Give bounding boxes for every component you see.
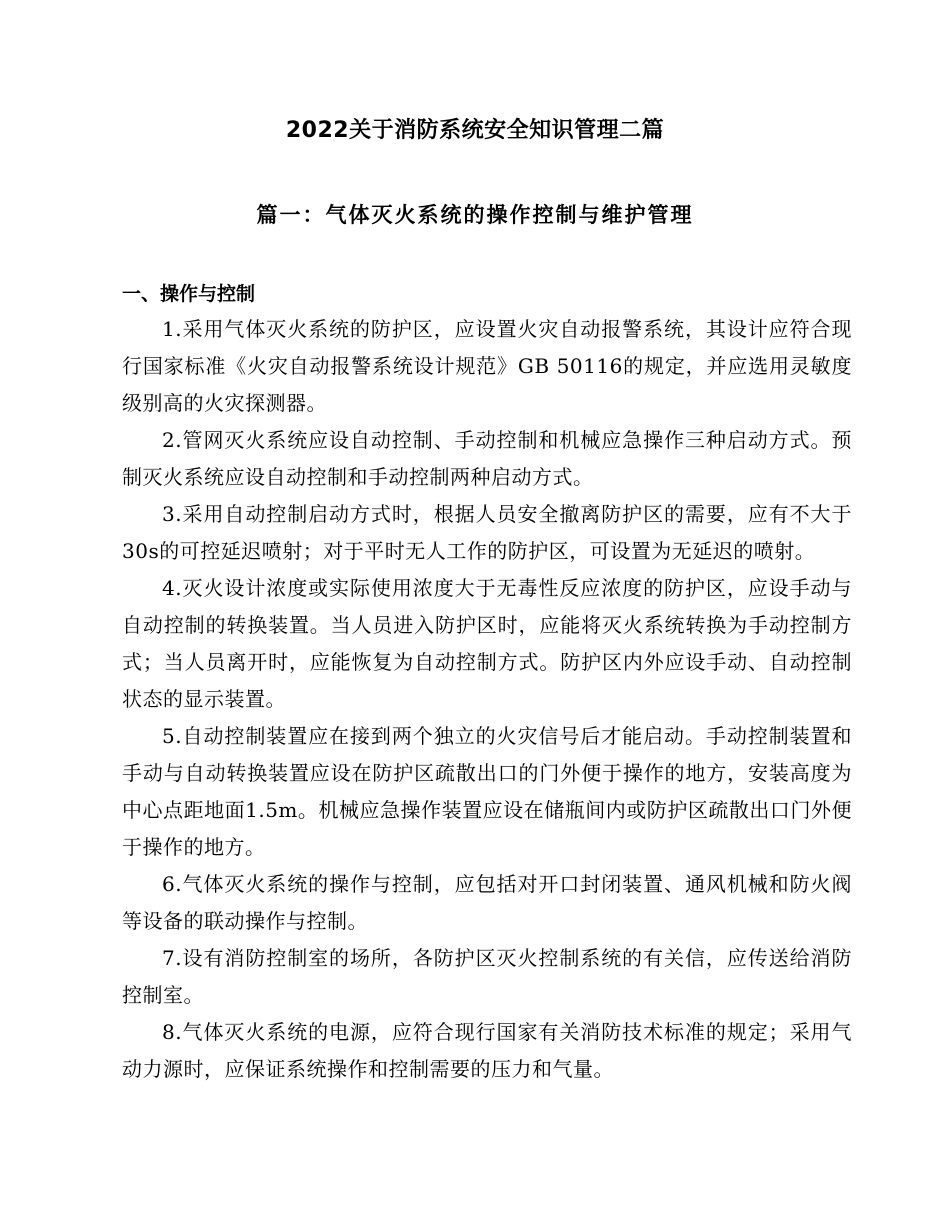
document-subtitle: 篇一：气体灭火系统的操作控制与维护管理 xyxy=(256,202,694,227)
document-body xyxy=(122,311,852,1088)
paragraph-7: 7.设有消防控制室的场所，各防护区灭火控制系统的有关信，应传送给消防控制室。 xyxy=(122,946,852,1007)
paragraph-8: 8.气体灭火系统的电源，应符合现行国家有关消防技术标准的规定；采用气动力源时，应保证系统操作和控制需要的压力和气量。 xyxy=(122,1020,852,1081)
paragraph-1: 1.采用气体灭火系统的防护区，应设置火灾自动报警系统，其设计应符合现行国家标准《火灾自动报警系统设计规范》GB 50116的规定，并应选用灵敏度级别高的火灾探测器。 xyxy=(122,317,852,415)
section-heading: 一、操作与控制 xyxy=(122,283,256,305)
paragraph-3: 3.采用自动控制启动方式时，根据人员安全撤离防护区的需要，应有不大于30s的可控延迟喷射；对于平时无人工作的防护区，可设置为无延迟的喷射。 xyxy=(122,502,852,563)
paragraph-5: 5.自动控制装置应在接到两个独立的火灾信号后才能启动。手动控制装置和手动与自动转换装置应设在防护区疏散出口的门外便于操作的地方，安装高度为中心点距地面1.5m。机械应急操作装置应设在储瓶间内或防护区疏散出口门外便于操作的地方。 xyxy=(122,724,852,859)
paragraph-6: 6.气体灭火系统的操作与控制，应包括对开口封闭装置、通风机械和防火阀等设备的联动操作与控制。 xyxy=(122,872,852,933)
paragraph-4: 4.灭火设计浓度或实际使用浓度大于无毒性反应浓度的防护区，应设手动与自动控制的转换装置。当人员进入防护区时，应能将灭火系统转换为手动控制方式；当人员离开时，应能恢复为自动控制方式。防护区内外应设手动、自动控制状态的显示装置。 xyxy=(122,576,852,711)
paragraph-2: 2.管网灭火系统应设自动控制、手动控制和机械应急操作三种启动方式。预制灭火系统应设自动控制和手动控制两种启动方式。 xyxy=(122,428,852,489)
document-title: 2022关于消防系统安全知识管理二篇 xyxy=(285,118,665,143)
